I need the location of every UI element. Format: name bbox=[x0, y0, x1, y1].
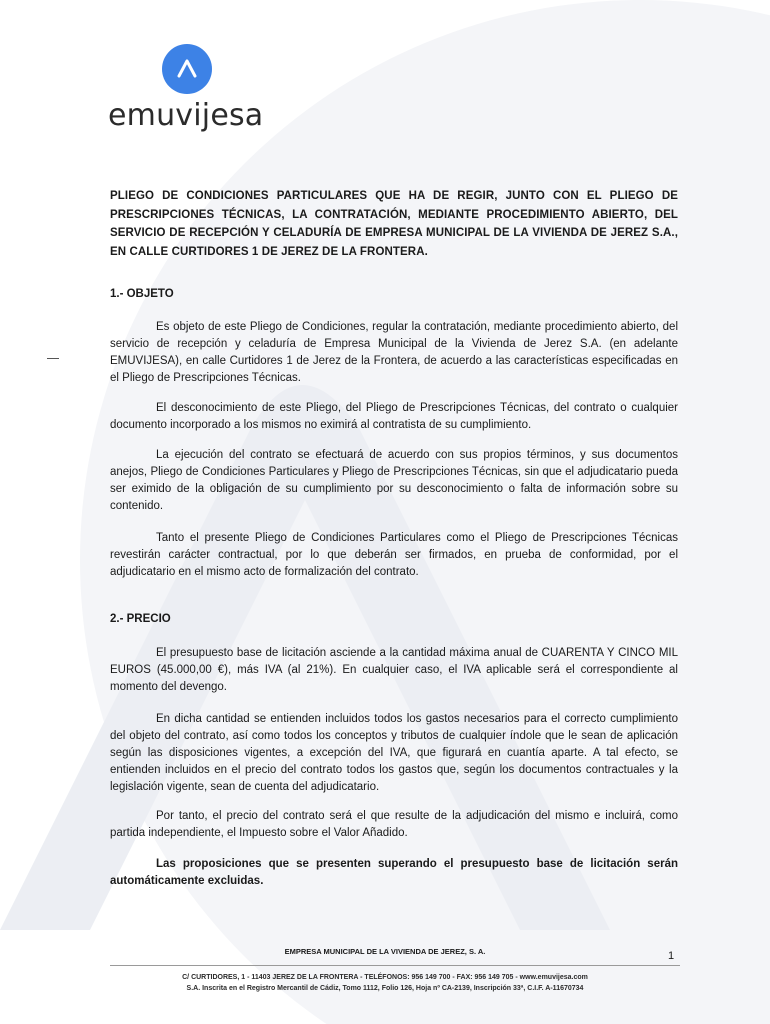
margin-mark bbox=[47, 358, 59, 359]
logo-mark-icon bbox=[162, 44, 212, 94]
page-number: 1 bbox=[668, 950, 675, 962]
section-heading-precio: 2.- PRECIO bbox=[110, 613, 171, 625]
footer-divider bbox=[110, 965, 680, 966]
paragraph: En dicha cantidad se entienden incluidos todos los gastos necesarios para el correcto cumplimiento del objeto del contrato, así como todos los conceptos y tributos de cualquier índole que le sean de aplicación según las disposiciones vigentes, a excepción del IVA, que figurará en cuantía aparte. A tal efecto, se entienden incluidos en el precio del contrato todos los gastos que, según los documentos contractuales y la legislación vigente, sean de cuenta del adjudicatario. bbox=[110, 713, 678, 793]
paragraph: La ejecución del contrato se efectuará de acuerdo con sus propios términos, y sus documentos anejos, Pliego de Condiciones Particulares y Pliego de Prescripciones Técnicas, sin que el adjudicatario pueda ser eximido de la obligación de su cumplimiento por su desconocimiento o falta de información sobre su contenido. bbox=[110, 449, 678, 512]
paragraph: El presupuesto base de licitación asciende a la cantidad máxima anual de CUARENTA Y CINCO MIL EUROS (45.000,00 €), más IVA (al 21%). En cualquier caso, el IVA aplicable será el correspondiente al momento del devengo. bbox=[110, 647, 678, 693]
paragraph: Tanto el presente Pliego de Condiciones Particulares como el Pliego de Prescripciones Técnicas revestirán carácter contractual, por lo que deberán ser firmados, en prueba de conformidad, por el adjudicatario en el mismo acto de formalización del contrato. bbox=[110, 532, 678, 578]
paragraph: Por tanto, el precio del contrato será el que resulte de la adjudicación del mismo e incluirá, como partida independiente, el Impuesto sobre el Valor Añadido. bbox=[110, 810, 678, 839]
footer-address-block bbox=[0, 972, 770, 994]
logo-wordmark: emuvijesa bbox=[108, 98, 264, 133]
section-heading-objeto: 1.- OBJETO bbox=[110, 288, 174, 300]
paragraph-emphasis: Las proposiciones que se presenten superando el presupuesto base de licitación serán automáticamente excluidas. bbox=[110, 858, 678, 887]
paragraph: Es objeto de este Pliego de Condiciones, regular la contratación, mediante procedimiento abierto, del servicio de recepción y celaduría de Empresa Municipal de la Vivienda de Jerez S.A. (en adelante EMUVIJESA), en calle Curtidores 1 de Jerez de la Frontera, de acuerdo a las características especificadas en el Pliego de Prescripciones Técnicas. bbox=[110, 321, 678, 384]
document-title: PLIEGO DE CONDICIONES PARTICULARES QUE HA DE REGIR, JUNTO CON EL PLIEGO DE PRESCRIPCIONES TÉCNICAS, LA CONTRATACIÓN, MEDIANTE PROCEDIMIENTO ABIERTO, DEL SERVICIO DE RECEPCIÓN Y CELADURÍA DE EMPRESA MUNICIPAL DE LA VIVIENDA DE JEREZ S.A., EN CALLE CURTIDORES 1 DE JEREZ DE LA FRONTERA. bbox=[110, 190, 678, 258]
paragraph: El desconocimiento de este Pliego, del Pliego de Prescripciones Técnicas, del contrato o cualquier documento incorporado a los mismos no eximirá al contratista de su cumplimiento. bbox=[110, 402, 678, 431]
footer-company: EMPRESA MUNICIPAL DE LA VIVIENDA DE JEREZ, S. A. bbox=[284, 947, 486, 956]
footer-address: C/ CURTIDORES, 1 - 11403 JEREZ DE LA FRONTERA - TELÉFONOS: 956 149 700 - FAX: 956 149 705 - www.emuvijesa.com bbox=[182, 974, 588, 981]
footer-registry: S.A. Inscrita en el Registro Mercantil de Cádiz, Tomo 1112, Folio 126, Hoja nº CA-2139, Inscripción 33ª, C.I.F. A-11670734 bbox=[186, 985, 584, 992]
